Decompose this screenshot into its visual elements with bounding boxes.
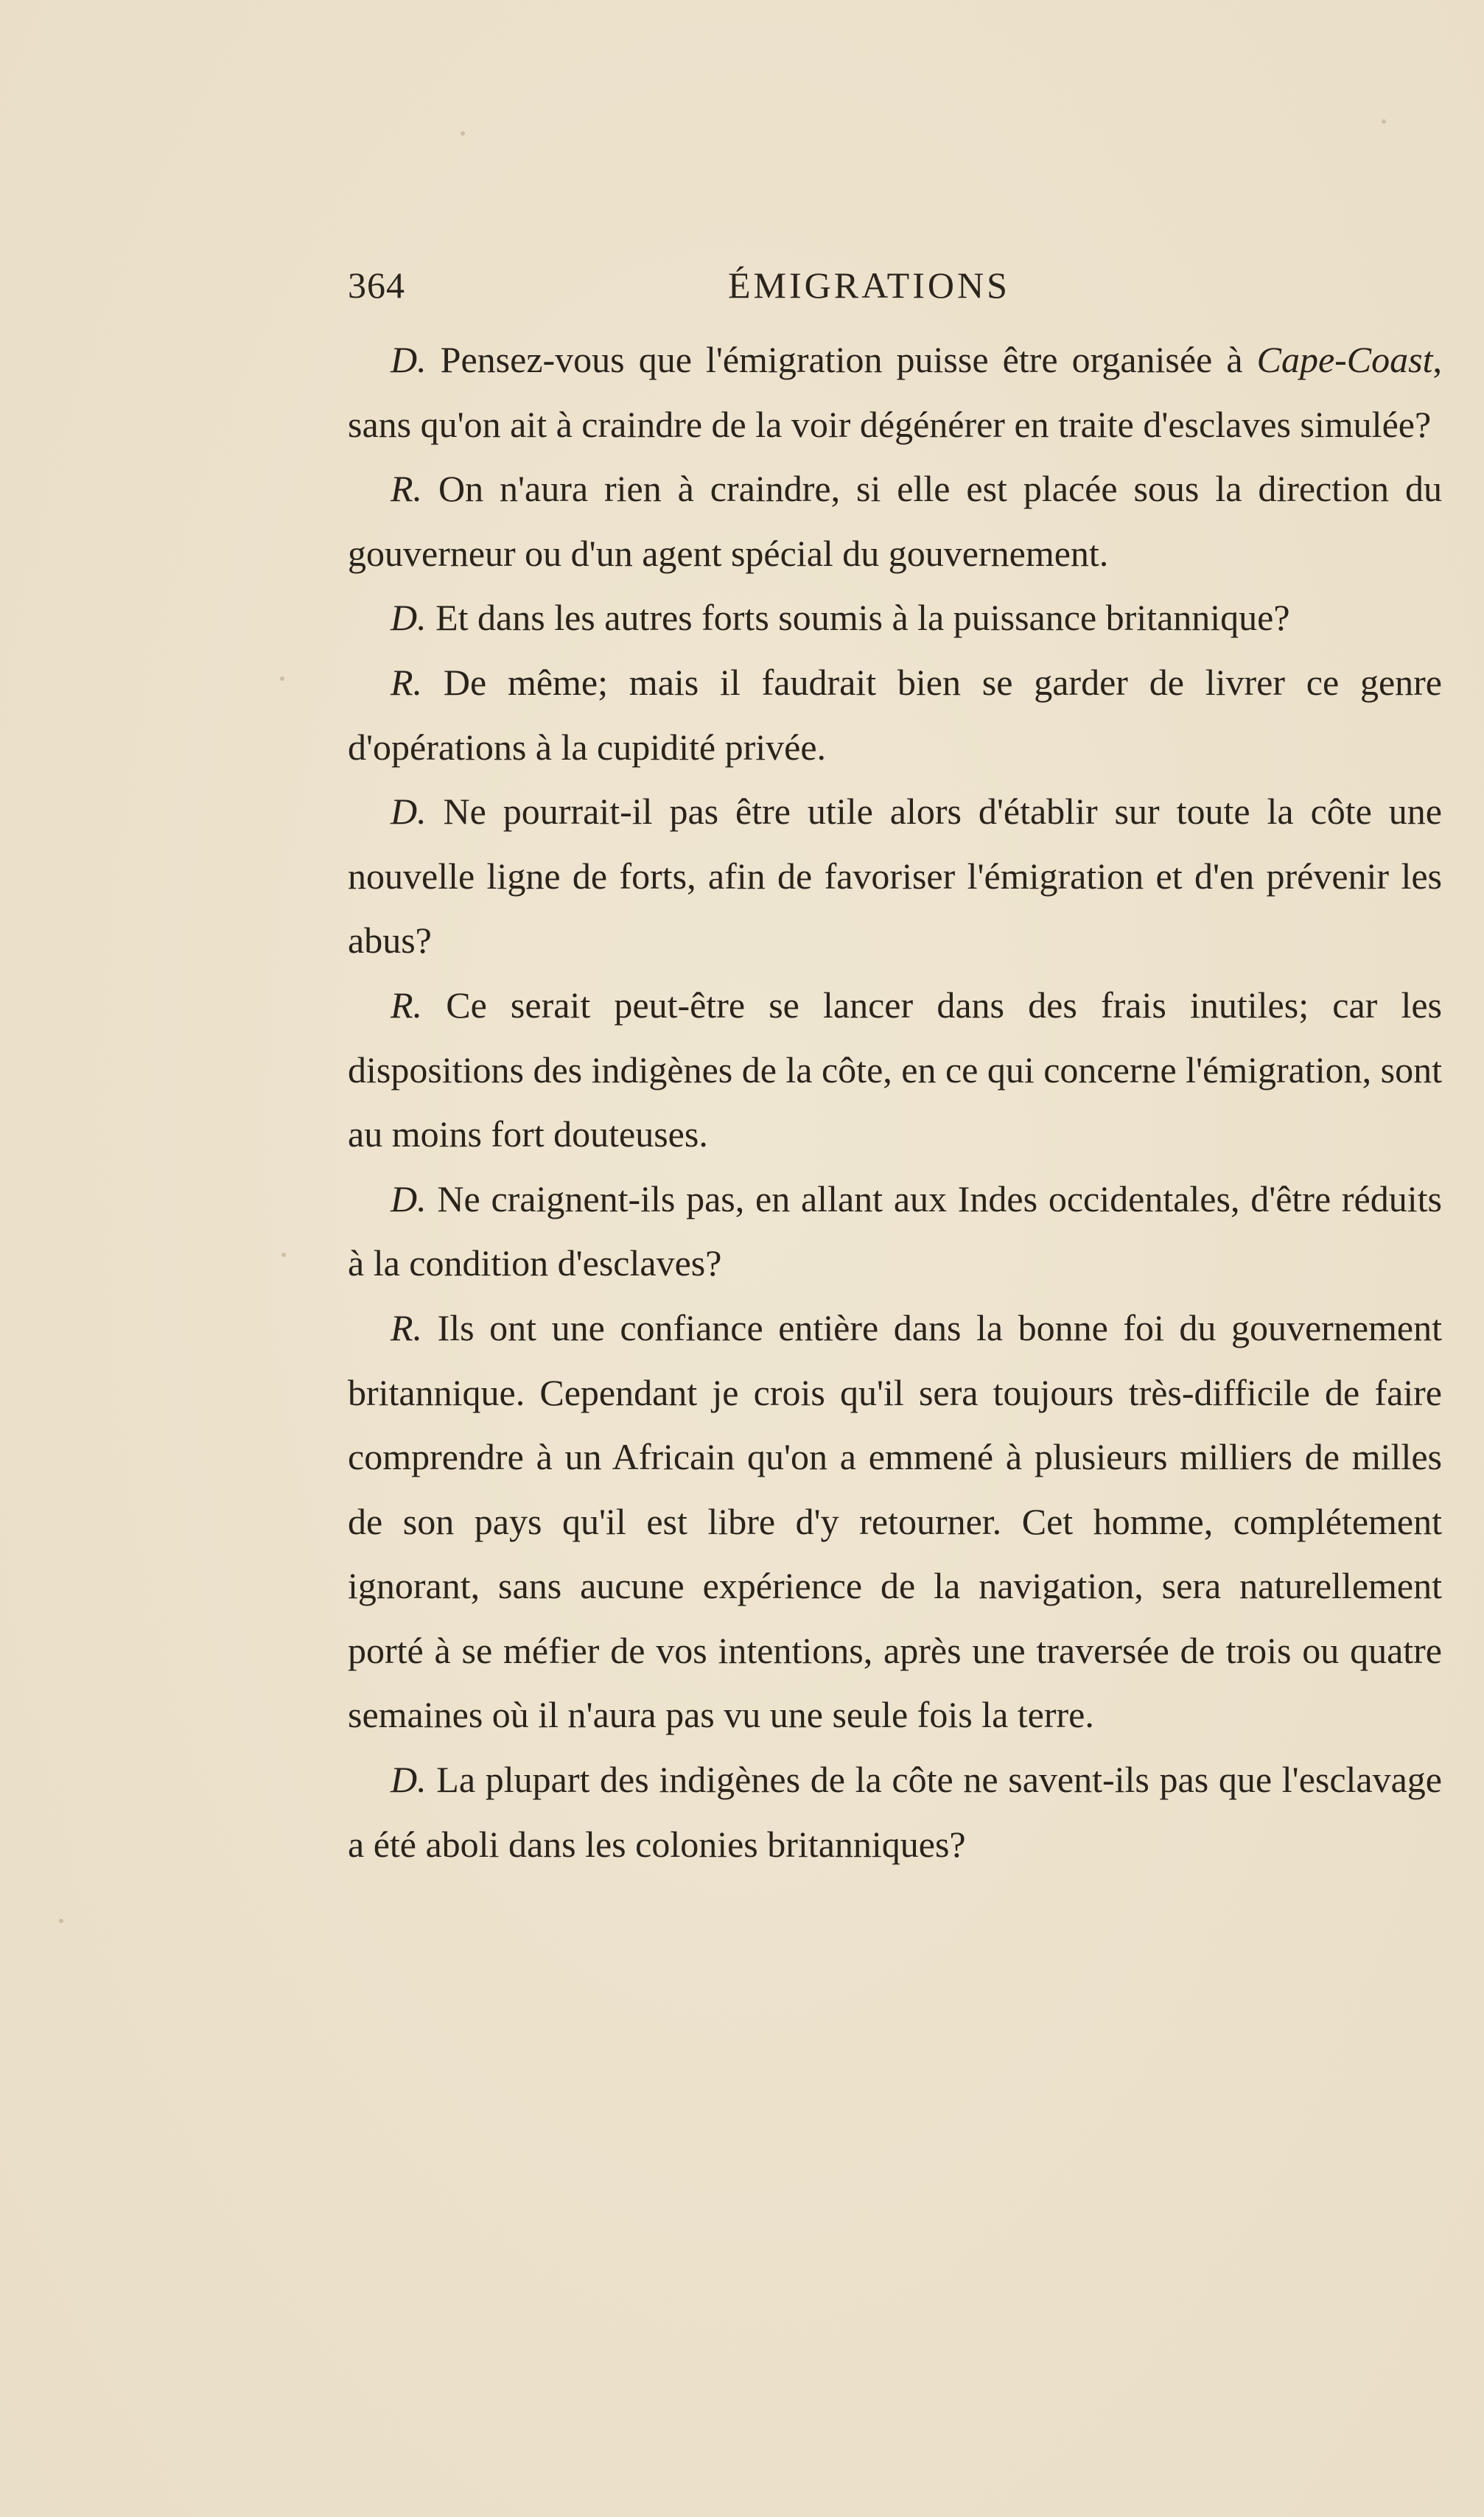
paragraph-text: Pensez-vous que l'émigration puisse être organisée à bbox=[426, 339, 1257, 380]
dialogue-paragraph bbox=[348, 586, 1442, 651]
dialogue-paragraph bbox=[348, 1167, 1442, 1296]
dialogue-paragraph bbox=[348, 780, 1442, 973]
paragraph-text: Ils ont une confiance entière dans la bonne foi du gouvernement britannique. Cependant je crois qu'il sera toujours très-difficile de faire comprendre à un Africain qu'on a emmené à plusieurs milliers de milles de son pays qu'il est libre d'y retourner. Cet homme, complétement ignorant, sans aucune expérience de la navigation, sera naturellement porté à se méfier de vos intentions, après une traversée de trois ou quatre semaines où il n'aura pas vu une seule fois la terre. bbox=[348, 1306, 1442, 1736]
paper-speck bbox=[59, 1919, 63, 1923]
body-text bbox=[348, 328, 1442, 1877]
dialogue-paragraph bbox=[348, 1296, 1442, 1748]
speaker-label: D. bbox=[391, 597, 427, 639]
dialogue-paragraph bbox=[348, 973, 1442, 1167]
speaker-label: D. bbox=[391, 339, 427, 380]
place-name: Cape-Coast bbox=[1256, 339, 1433, 380]
paragraph-text: On n'aura rien à craindre, si elle est placée sous la direction du gouverneur ou d'un agent spécial du gouvernement. bbox=[348, 468, 1442, 574]
paper-speck bbox=[461, 131, 465, 136]
dialogue-paragraph bbox=[348, 651, 1442, 780]
dialogue-paragraph bbox=[348, 328, 1442, 457]
paragraph-text: Ce serait peut-être se lancer dans des frais inutiles; car les dispositions des indigènes de la côte, en ce qui concerne l'émigration, sont au moins fort douteuses. bbox=[348, 984, 1443, 1155]
speaker-label: R. bbox=[391, 1306, 423, 1348]
speaker-label: R. bbox=[391, 984, 423, 1026]
page-header bbox=[348, 264, 1438, 315]
speaker-label: D. bbox=[391, 1177, 427, 1219]
page-number: 364 bbox=[348, 265, 405, 306]
speaker-label: R. bbox=[391, 661, 423, 703]
running-head: ÉMIGRATIONS bbox=[728, 265, 1010, 306]
speaker-label: D. bbox=[391, 791, 427, 833]
dialogue-paragraph bbox=[348, 457, 1442, 586]
paragraph-text: La plupart des indigènes de la côte ne savent-ils pas que l'esclavage a été aboli dans les colonies britanniques? bbox=[348, 1759, 1442, 1865]
paragraph-text: Et dans les autres forts soumis à la puissance britannique? bbox=[426, 597, 1290, 639]
paper-speck bbox=[1382, 119, 1386, 124]
paragraph-text: Ne craignent-ils pas, en allant aux Indes occidentales, d'être réduits à la condition d'esclaves? bbox=[348, 1177, 1442, 1284]
paragraph-text: , sans qu'on ait à craindre de la voir dégénérer en traite d'esclaves simulée? bbox=[348, 339, 1442, 445]
paper-speck bbox=[280, 676, 284, 681]
dialogue-paragraph bbox=[348, 1748, 1442, 1877]
paper-speck bbox=[281, 1253, 286, 1257]
paragraph-text: De même; mais il faudrait bien se garder de livrer ce genre d'opérations à la cupidité privée. bbox=[348, 661, 1442, 768]
speaker-label: D. bbox=[391, 1759, 427, 1801]
speaker-label: R. bbox=[391, 468, 423, 510]
paragraph-text: Ne pourrait-il pas être utile alors d'établir sur toute la côte une nouvelle ligne de forts, afin de favoriser l'émigration et d'en prévenir les abus? bbox=[348, 791, 1442, 962]
